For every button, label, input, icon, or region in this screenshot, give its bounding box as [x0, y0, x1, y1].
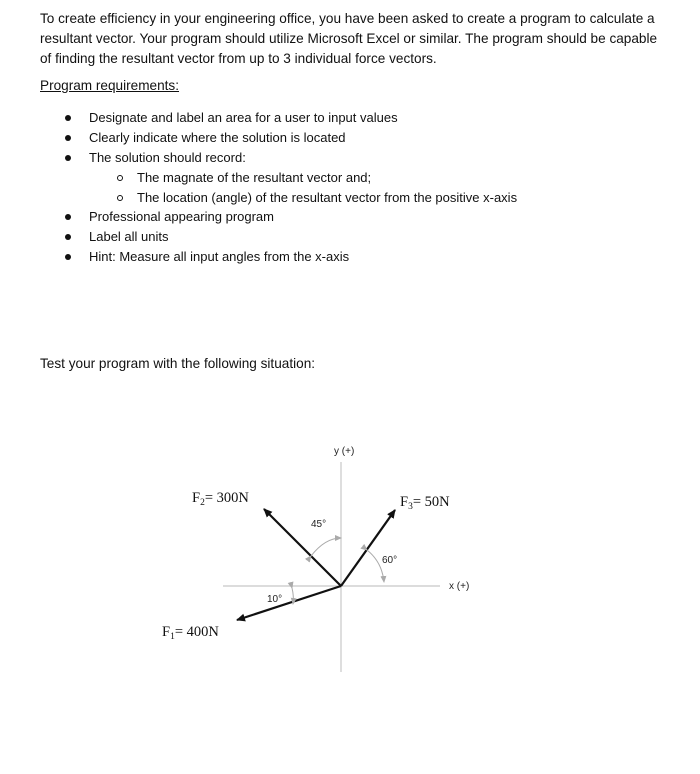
f2-vector-arrow [264, 509, 341, 586]
requirement-text: Label all units [89, 229, 169, 244]
f2-angle-arc [311, 538, 341, 556]
f3-angle-label: 60° [382, 555, 398, 566]
sub-requirement-text: The location (angle) of the resultant vector from the positive x-axis [137, 189, 518, 205]
f3-force-label: $F_3= 50N$ [400, 494, 450, 512]
requirement-text: Clearly indicate where the solution is located [89, 130, 346, 145]
f2-angle-label: 45° [311, 519, 327, 530]
requirement-text: Designate and label an area for a user to input values [89, 110, 398, 125]
f1-vector-arrow [237, 586, 341, 620]
requirement-text: The solution should record: [89, 150, 246, 165]
y-axis-label: y (+) [334, 446, 355, 457]
f2-force-label: $F_2= 300N$ [192, 490, 249, 508]
x-axis-label: x (+) [449, 581, 470, 592]
requirements-heading: Program requirements: [40, 78, 180, 93]
f1-angle-label: 10° [267, 594, 283, 605]
f3-vector-arrow [341, 510, 398, 586]
requirement-text: Professional appearing program [89, 209, 274, 224]
sub-requirement-text: The magnate of the resultant vector and; [137, 170, 372, 185]
requirement-text: Hint: Measure all input angles from the x-axis [89, 249, 350, 264]
f1-force-label: $F_1= 400N$ [162, 624, 219, 642]
problem-statement: To create efficiency in your engineering office, you have been asked to create a program to calculate a resultant vector. Your program should utilize Microsoft Excel or similar. The program should be capable of finding the resultant vector from up to 3 individual force vectors. [40, 11, 658, 66]
test-instruction: Test your program with the following situation: [40, 356, 316, 371]
